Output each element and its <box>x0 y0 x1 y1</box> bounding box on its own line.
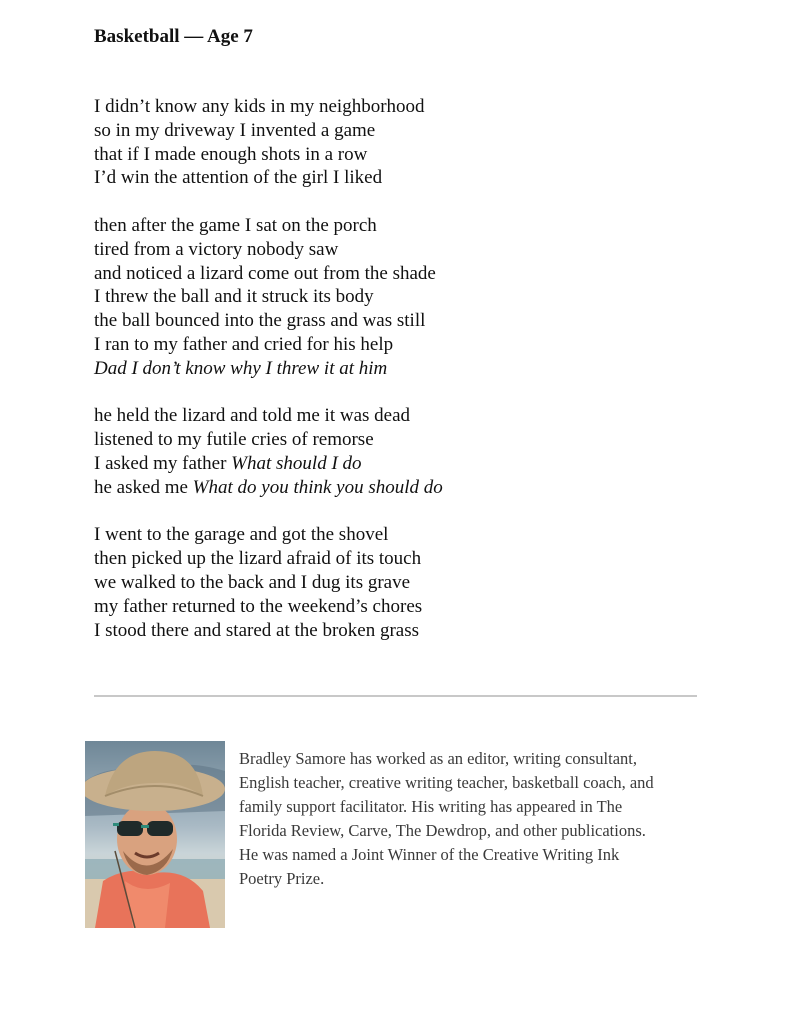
poem-line <box>94 452 694 476</box>
poem-line-text: I stood there and stared at the broken grass <box>94 619 420 641</box>
poem-line-text: my father returned to the weekend’s chores <box>94 595 423 617</box>
poem-line-text: I’d win the attention of the girl I liked <box>94 167 383 189</box>
poem-line <box>94 595 694 619</box>
poem-line <box>94 143 694 167</box>
bio-line: Florida Review, Carve, The Dewdrop, and other publications. <box>239 821 646 840</box>
poem-line-text: and noticed a lizard come out from the shade <box>94 262 436 284</box>
poem-line <box>94 166 694 190</box>
stanza <box>94 523 694 642</box>
poem-line <box>94 333 694 357</box>
poem-line-italic: What should I do <box>231 452 362 474</box>
poem-line-text: I ran to my father and cried for his help <box>94 333 394 355</box>
bio-line: He was named a Joint Winner of the Creative Writing Ink <box>239 845 620 864</box>
section-divider <box>94 695 697 697</box>
bio-line: Poetry Prize. <box>239 869 325 888</box>
poem-line-text: we walked to the back and I dug its grave <box>94 571 411 593</box>
poem-line <box>94 404 694 428</box>
poem-line-text: he held the lizard and told me it was dead <box>94 405 411 427</box>
poem-line <box>94 309 694 333</box>
poem-line <box>94 571 694 595</box>
poem-line-text: I went to the garage and got the shovel <box>94 524 389 546</box>
poem-line-text: then after the game I sat on the porch <box>94 214 377 236</box>
poem-line <box>94 428 694 452</box>
bio-line: family support facilitator. His writing has appeared in The <box>239 797 623 816</box>
poem-line-text: so in my driveway I invented a game <box>94 119 376 141</box>
author-bio <box>239 747 709 891</box>
poem-line-italic: What do you think you should do <box>192 476 443 498</box>
poem-line <box>94 357 694 381</box>
stanza <box>94 214 694 381</box>
author-portrait-icon <box>85 741 225 928</box>
poem-line <box>94 476 694 500</box>
author-photo <box>85 741 225 928</box>
poem-line <box>94 238 694 262</box>
poem-line-text: that if I made enough shots in a row <box>94 143 368 165</box>
poem-line <box>94 214 694 238</box>
poem-line-text: I didn’t know any kids in my neighborhood <box>94 96 425 117</box>
poem-line-text: the ball bounced into the grass and was still <box>94 310 426 332</box>
poem-body <box>94 95 694 666</box>
bio-line: English teacher, creative writing teacher, basketball coach, and <box>239 773 654 792</box>
poem-line-text: I asked my father <box>94 452 232 474</box>
poem-line-text: listened to my futile cries of remorse <box>94 429 374 451</box>
poem-line <box>94 619 694 643</box>
poem-line-text: tired from a victory nobody saw <box>94 238 339 260</box>
poem-line <box>94 119 694 143</box>
poem-line-text: I threw the ball and it struck its body <box>94 286 374 308</box>
poem-line-italic: Dad I don’t know why I threw it at him <box>94 357 388 379</box>
poem-line <box>94 95 694 119</box>
poem-line <box>94 547 694 571</box>
poem-line-text: he asked me <box>94 476 193 498</box>
bio-line: Bradley Samore has worked as an editor, writing consultant, <box>239 749 637 768</box>
stanza <box>94 95 694 190</box>
poem-line <box>94 262 694 286</box>
poem-line <box>94 285 694 309</box>
poem-title: Basketball — Age 7 <box>94 26 253 47</box>
poem-line <box>94 523 694 547</box>
stanza <box>94 404 694 499</box>
poem-line-text: then picked up the lizard afraid of its touch <box>94 548 422 570</box>
